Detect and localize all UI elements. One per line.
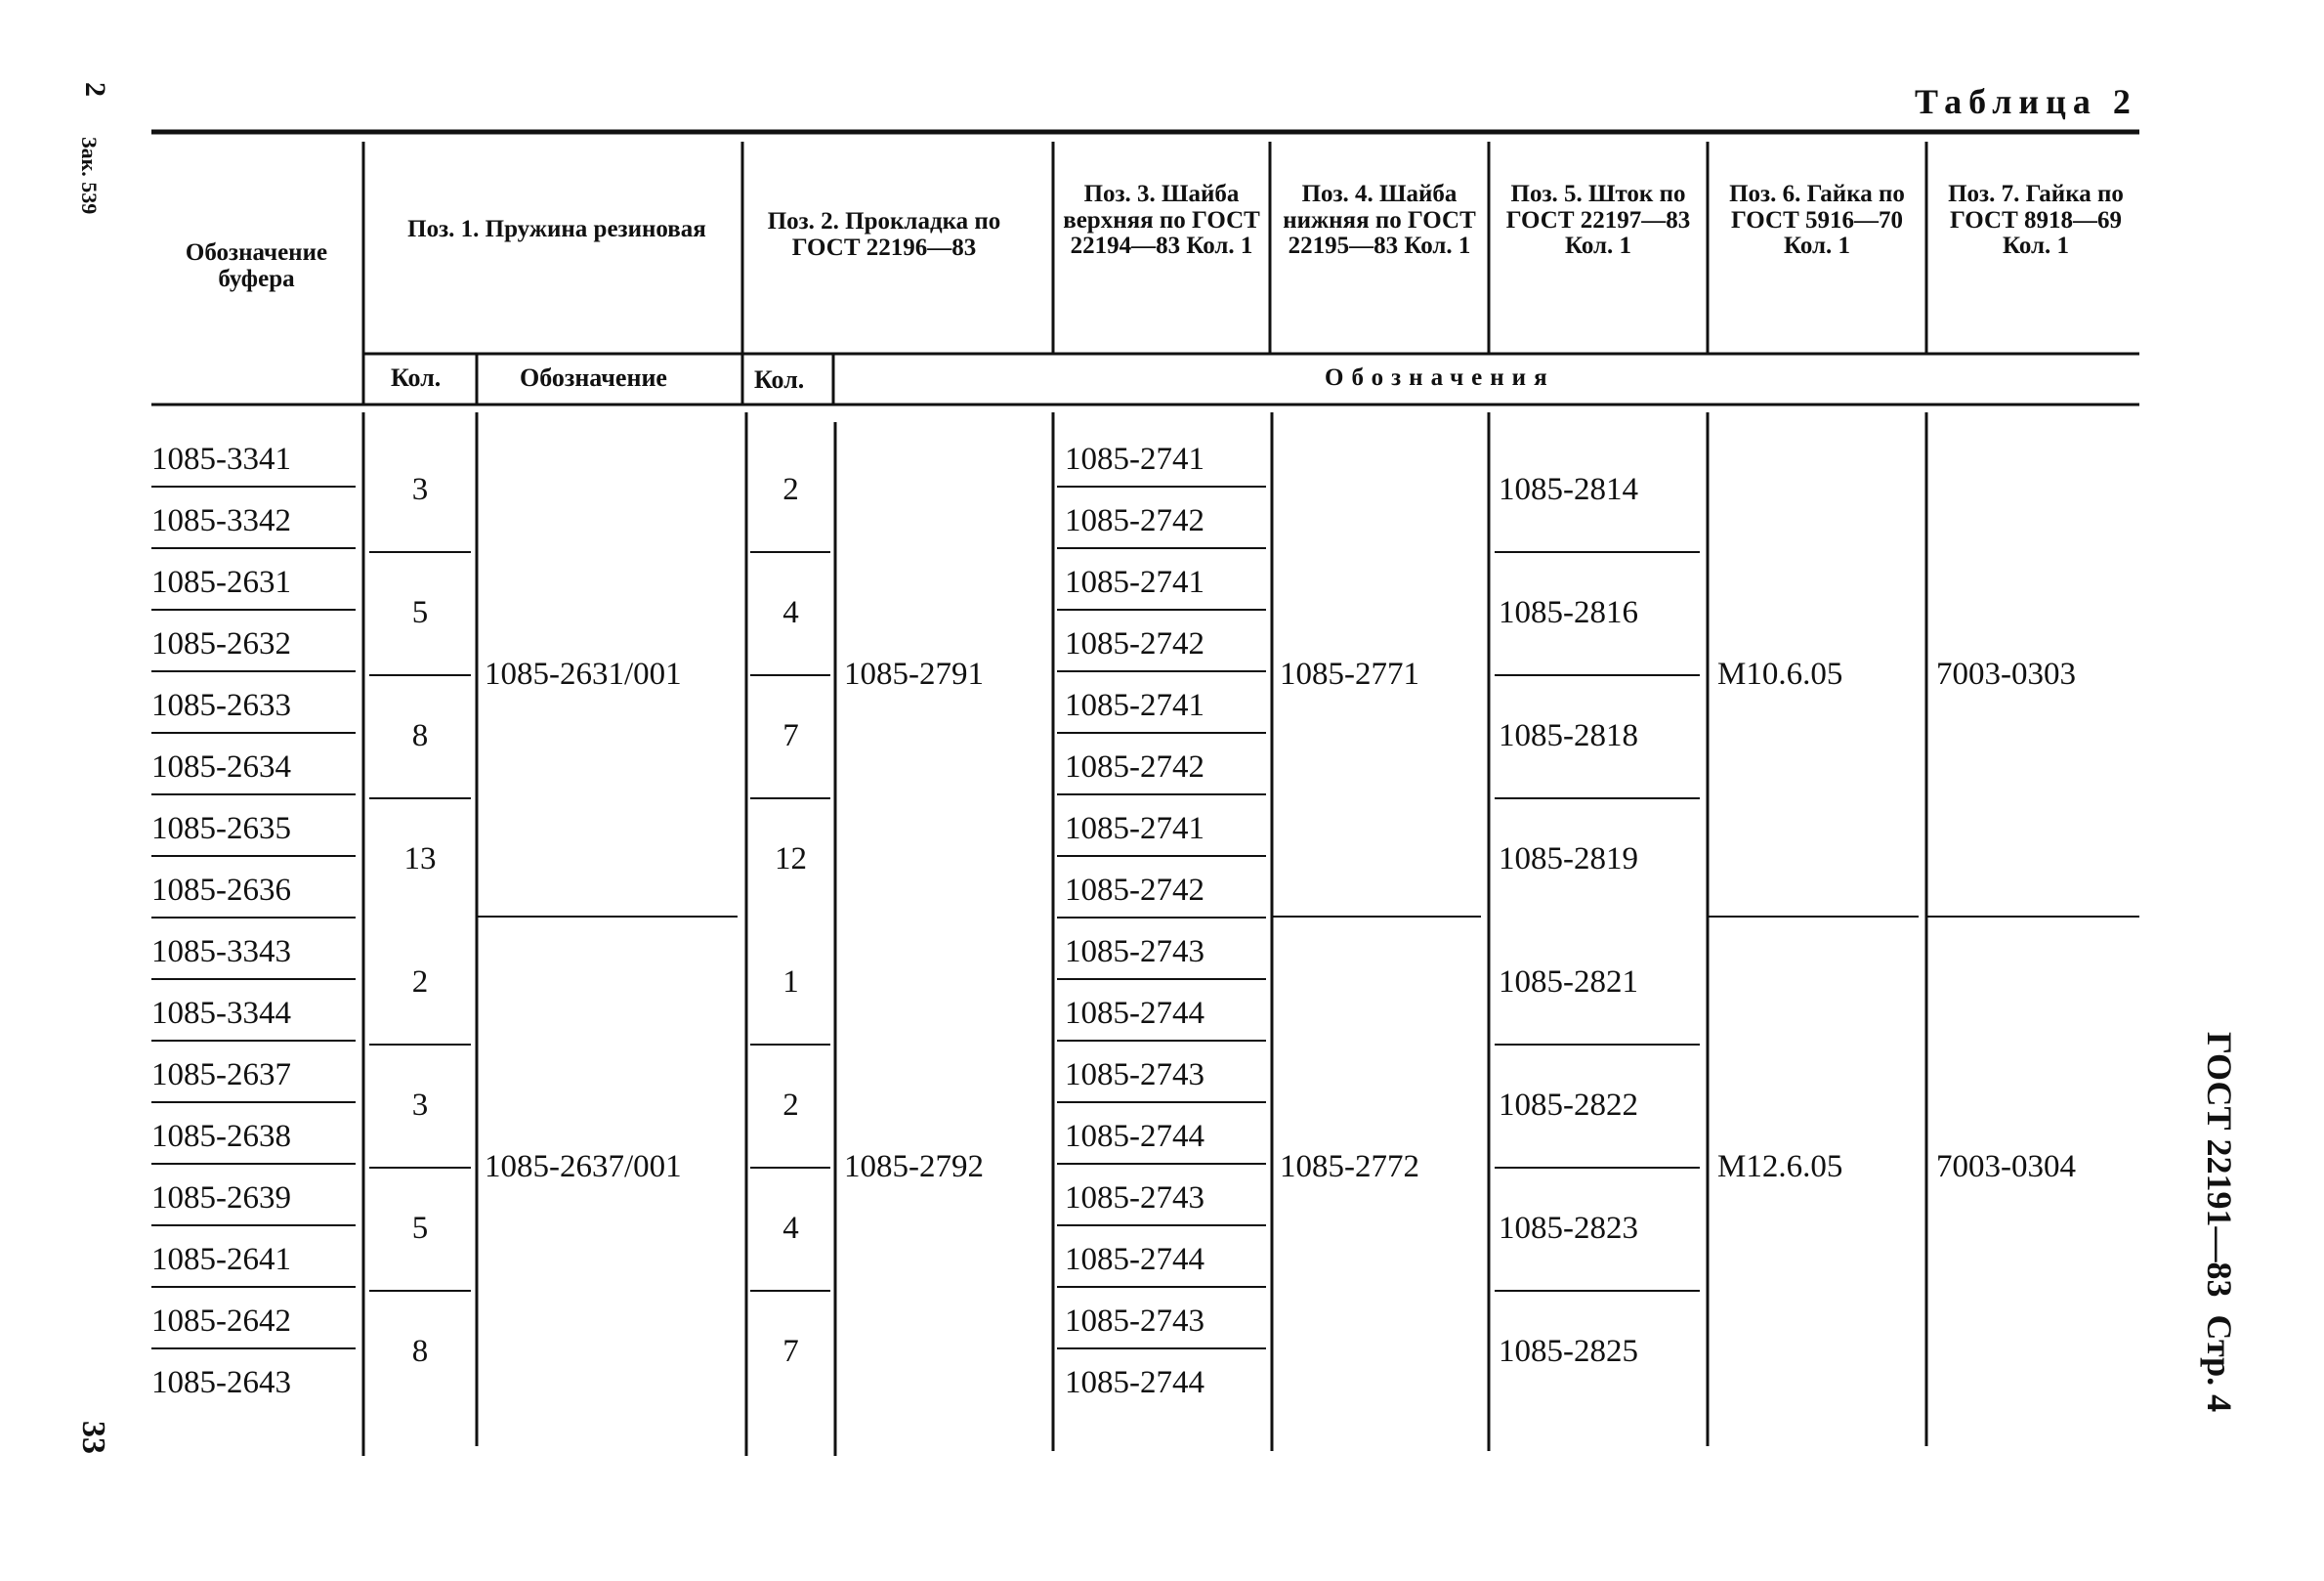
pos1-qty-cell: 3 xyxy=(411,1088,429,1123)
pos2-designation-cell: 1085-2791 xyxy=(844,657,984,692)
pos3-designation-cell: 1085-2743 xyxy=(1065,1056,1204,1092)
pos5-designation-cell: 1085-2819 xyxy=(1499,841,1638,876)
header-pos2: Поз. 2. Прокладка по ГОСТ 22196—83 xyxy=(767,208,1001,261)
pos6-designation-cell: М10.6.05 xyxy=(1717,657,1843,692)
pos5-designation-cell: 1085-2822 xyxy=(1499,1088,1638,1123)
pos3-designation-cell: 1085-2741 xyxy=(1065,810,1204,846)
pos1-qty-cell: 5 xyxy=(411,1211,429,1246)
pos2-designation-cell: 1085-2792 xyxy=(844,1149,984,1184)
pos2-qty-cell: 7 xyxy=(782,1334,799,1369)
header-pos7: Поз. 7. Гайка по ГОСТ 8918—69 Кол. 1 xyxy=(1948,181,2124,259)
buffer-designation-cell: 1085-2639 xyxy=(151,1179,291,1216)
page-number: 2 xyxy=(79,82,111,97)
pos5-designation-cell: 1085-2816 xyxy=(1499,595,1638,630)
order-number: Зак. 539 xyxy=(77,137,102,215)
pos1-qty-cell: 8 xyxy=(411,1334,429,1369)
pos1-qty-cell: 2 xyxy=(411,964,429,1000)
pos2-qty-cell: 2 xyxy=(782,472,799,507)
header-pos5: Поз. 5. Шток по ГОСТ 22197—83 Кол. 1 xyxy=(1505,181,1691,259)
buffer-designation-cell: 1085-2636 xyxy=(151,872,291,908)
pos5-designation-cell: 1085-2821 xyxy=(1499,964,1638,1000)
pos2-qty-cell: 12 xyxy=(775,841,807,876)
buffer-designation-cell: 1085-3343 xyxy=(151,933,291,969)
buffer-designation-cell: 1085-3342 xyxy=(151,502,291,538)
header-pos3: Поз. 3. Шайба верхняя по ГОСТ 22194—83 Кол. 1 xyxy=(1063,181,1260,259)
pos5-designation-cell: 1085-2825 xyxy=(1499,1334,1638,1369)
pos3-designation-cell: 1085-2741 xyxy=(1065,441,1204,477)
pos1-designation-cell: 1085-2637/001 xyxy=(485,1149,682,1184)
pos3-designation-cell: 1085-2742 xyxy=(1065,872,1204,908)
pos3-designation-cell: 1085-2743 xyxy=(1065,1179,1204,1216)
pos6-designation-cell: М12.6.05 xyxy=(1717,1149,1843,1184)
header-pos1-designation: Обозначение xyxy=(520,363,667,392)
table-title: Таблица 2 xyxy=(1915,82,2137,121)
gost-number: ГОСТ 22191—83 xyxy=(2200,1032,2239,1298)
pos1-qty-cell: 8 xyxy=(411,718,429,753)
pos3-designation-cell: 1085-2743 xyxy=(1065,933,1204,969)
pos3-designation-cell: 1085-2741 xyxy=(1065,687,1204,723)
pos5-designation-cell: 1085-2818 xyxy=(1499,718,1638,753)
buffer-designation-cell: 1085-2635 xyxy=(151,810,291,846)
buffer-designation-cell: 1085-2643 xyxy=(151,1364,291,1400)
header-pos1: Поз. 1. Пружина резиновая xyxy=(407,216,706,242)
gost-page: Стр. 4 xyxy=(2200,1314,2239,1413)
pos1-designation-cell: 1085-2631/001 xyxy=(485,657,682,692)
pos4-designation-cell: 1085-2771 xyxy=(1280,657,1419,692)
pos2-qty-cell: 4 xyxy=(782,595,799,630)
buffer-designation-cell: 1085-3344 xyxy=(151,995,291,1031)
pos4-designation-cell: 1085-2772 xyxy=(1280,1149,1419,1184)
header-designations: Обозначения xyxy=(1325,364,1555,391)
pos3-designation-cell: 1085-2742 xyxy=(1065,748,1204,785)
pos3-designation-cell: 1085-2744 xyxy=(1065,1364,1204,1400)
header-pos6: Поз. 6. Гайка по ГОСТ 5916—70 Кол. 1 xyxy=(1729,181,1905,259)
pos5-designation-cell: 1085-2814 xyxy=(1499,472,1638,507)
pos2-qty-cell: 7 xyxy=(782,718,799,753)
pos3-designation-cell: 1085-2741 xyxy=(1065,564,1204,600)
pos3-designation-cell: 1085-2744 xyxy=(1065,1241,1204,1277)
pos3-designation-cell: 1085-2744 xyxy=(1065,1118,1204,1154)
buffer-designation-cell: 1085-3341 xyxy=(151,441,291,477)
pos3-designation-cell: 1085-2744 xyxy=(1065,995,1204,1031)
pos3-designation-cell: 1085-2743 xyxy=(1065,1303,1204,1339)
pos2-qty-cell: 1 xyxy=(782,964,799,1000)
pos3-designation-cell: 1085-2742 xyxy=(1065,502,1204,538)
pos7-designation-cell: 7003-0303 xyxy=(1936,657,2076,692)
buffer-designation-cell: 1085-2634 xyxy=(151,748,291,785)
sheet-number: 33 xyxy=(75,1421,111,1454)
pos1-qty-cell: 5 xyxy=(411,595,429,630)
pos1-qty-cell: 3 xyxy=(411,472,429,507)
buffer-designation-cell: 1085-2642 xyxy=(151,1303,291,1339)
pos2-qty-cell: 2 xyxy=(782,1088,799,1123)
pos5-designation-cell: 1085-2823 xyxy=(1499,1211,1638,1246)
pos1-qty-cell: 13 xyxy=(403,841,437,876)
pos7-designation-cell: 7003-0304 xyxy=(1936,1149,2076,1184)
pos2-qty-cell: 4 xyxy=(782,1211,799,1246)
buffer-designation-cell: 1085-2641 xyxy=(151,1241,291,1277)
header-pos1-qty: Кол. xyxy=(391,363,442,392)
buffer-designation-cell: 1085-2632 xyxy=(151,625,291,662)
buffer-designation-cell: 1085-2638 xyxy=(151,1118,291,1154)
buffer-designation-cell: 1085-2631 xyxy=(151,564,291,600)
header-pos2-qty: Кол. xyxy=(754,365,805,394)
pos3-designation-cell: 1085-2742 xyxy=(1065,625,1204,662)
buffer-designation-cell: 1085-2637 xyxy=(151,1056,291,1092)
buffer-designation-cell: 1085-2633 xyxy=(151,687,291,723)
header-buffer-designation: Обозначение буфера xyxy=(185,239,328,292)
header-pos4: Поз. 4. Шайба нижняя по ГОСТ 22195—83 Кол. 1 xyxy=(1283,181,1476,259)
